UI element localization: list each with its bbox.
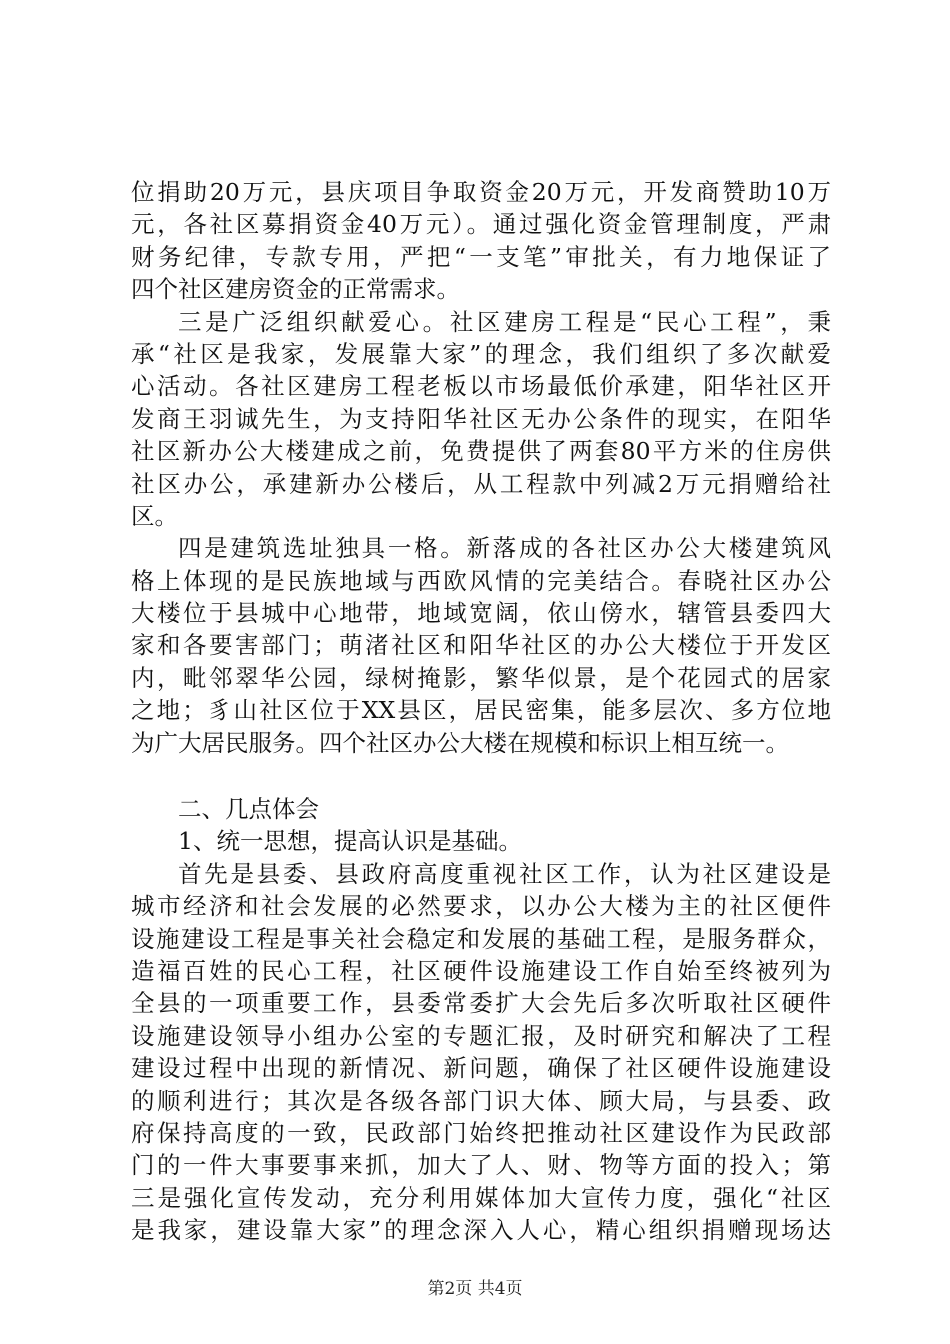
text-line: 设施建设工程是事关社会稳定和发展的基础工程，是服务群众，	[131, 924, 831, 953]
text-line: 全县的一项重要工作，县委常委扩大会先后多次听取社区硬件	[131, 989, 831, 1018]
subheading-text: 1、统一思想，提高认识是基础。	[178, 827, 522, 856]
paragraph-charity	[131, 306, 831, 533]
text-line: 建设过程中出现的新情况、新问题，确保了社区硬件设施建设	[131, 1054, 831, 1083]
text-line: 元，各社区募捐资金40万元）。通过强化资金管理制度，严肃	[131, 210, 831, 239]
text-line: 承“社区是我家，发展靠大家”的理念，我们组织了多次献爱	[131, 339, 831, 368]
section-heading	[131, 793, 831, 825]
text-line: 社区办公，承建新办公楼后，从工程款中列减2万元捐赠给社	[131, 469, 831, 498]
text-line: 造福百姓的民心工程，社区硬件设施建设工作自始至终被列为	[131, 956, 831, 985]
text-line: 心活动。各社区建房工程老板以市场最低价承建，阳华社区开	[131, 372, 831, 401]
text-line: 门的一件大事要事来抓，加大了人、财、物等方面的投入；第	[131, 1151, 831, 1180]
text-line: 四个社区建房资金的正常需求。	[131, 275, 460, 304]
text-line: 三是广泛组织献爱心。社区建房工程是“民心工程”，秉	[178, 307, 831, 336]
text-line: 位捐助20万元，县庆项目争取资金20万元，开发商赞助10万	[131, 178, 831, 206]
text-line: 是我家，建设靠大家”的理念深入人心，精心组织捐赠现场达	[131, 1216, 831, 1245]
text-line: 家和各要害部门；萌渚社区和阳华社区的办公大楼位于开发区	[131, 631, 831, 660]
text-line: 的顺利进行；其次是各级各部门识大体、顾大局，与县委、政	[131, 1086, 831, 1115]
text-line: 设施建设领导小组办公室的专题汇报，及时研究和解决了工程	[131, 1021, 831, 1050]
paragraph-spacer	[131, 759, 831, 793]
subsection-heading	[131, 825, 831, 857]
text-line: 发商王羽诚先生，为支持阳华社区无办公条件的现实，在阳华	[131, 404, 831, 433]
text-line: 为广大居民服务。四个社区办公大楼在规模和标识上相互统一。	[131, 728, 789, 757]
text-line: 区。	[131, 501, 178, 530]
heading-text: 二、几点体会	[178, 795, 319, 824]
text-line: 之地；豸山社区位于XX县区，居民密集，能多层次、多方位地	[131, 696, 831, 725]
paragraph-funding	[131, 176, 831, 306]
text-line: 四是建筑选址独具一格。新落成的各社区办公大楼建筑风	[178, 534, 831, 563]
document-body	[131, 176, 831, 1247]
text-line: 财务纪律，专款专用，严把“一支笔”审批关，有力地保证了	[131, 242, 831, 271]
paragraph-site-selection	[131, 532, 831, 759]
text-line: 首先是县委、县政府高度重视社区工作，认为社区建设是	[178, 859, 831, 888]
text-line: 社区新办公大楼建成之前，免费提供了两套80平方米的住房供	[131, 437, 831, 466]
page-number-footer: 第2页 共4页	[427, 1279, 523, 1299]
text-line: 府保持高度的一致，民政部门始终把推动社区建设作为民政部	[131, 1118, 831, 1147]
text-line: 三是强化宣传发动，充分利用媒体加大宣传力度，强化“社区	[131, 1183, 831, 1212]
paragraph-unified-thinking	[131, 858, 831, 1247]
text-line: 大楼位于县城中心地带，地域宽阔，依山傍水，辖管县委四大	[131, 599, 831, 628]
text-line: 内，毗邻翠华公园，绿树掩影，繁华似景，是个花园式的居家	[131, 663, 831, 692]
text-line: 格上体现的是民族地域与西欧风情的完美结合。春晓社区办公	[131, 566, 831, 595]
text-line: 城市经济和社会发展的必然要求，以办公大楼为主的社区便件	[131, 892, 831, 921]
